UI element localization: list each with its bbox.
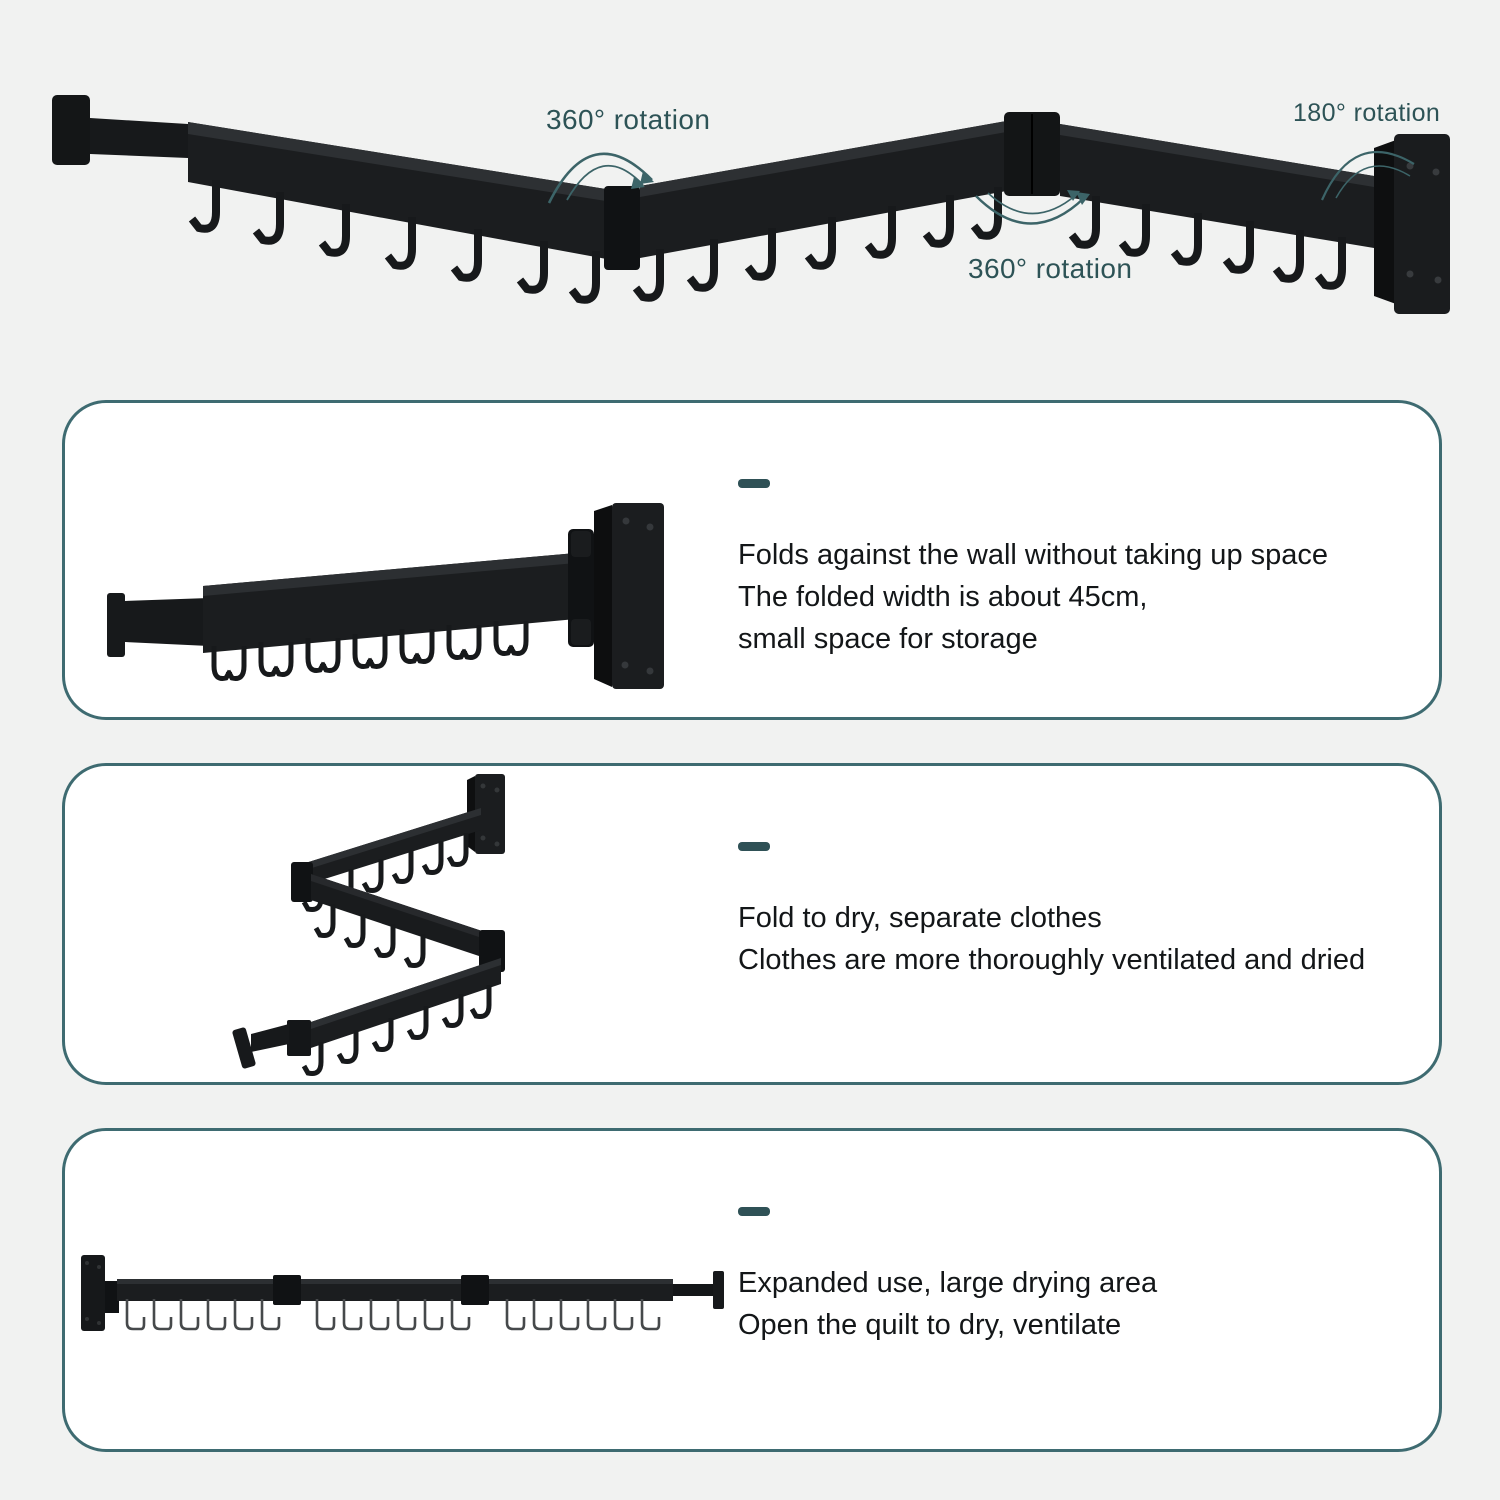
hero-section xyxy=(0,0,1500,390)
feature-line: The folded width is about 45cm, xyxy=(738,581,1148,613)
feature-panel-folded xyxy=(62,400,1442,720)
drying-rack-hero-photo xyxy=(0,0,1500,390)
screw-icon xyxy=(1435,277,1442,284)
rotation-label-left: 360° rotation xyxy=(546,104,711,135)
middle-hinge xyxy=(604,186,640,270)
product-photo-folded xyxy=(71,403,731,717)
screw-icon xyxy=(1433,169,1440,176)
feature-text xyxy=(738,897,1468,981)
feature-line: Clothes are more thoroughly ventilated and dried xyxy=(738,944,1366,976)
hook-icon xyxy=(127,1299,659,1329)
end-cap xyxy=(713,1271,724,1309)
connector xyxy=(461,1275,489,1305)
feature-text xyxy=(738,534,1468,660)
feature-text xyxy=(738,1262,1468,1346)
feature-line: Open the quilt to dry, ventilate xyxy=(738,1309,1122,1341)
accent-dash xyxy=(738,842,770,851)
hinge xyxy=(291,862,313,902)
rotation-label-middle: 360° rotation xyxy=(968,253,1133,284)
accent-dash xyxy=(738,1207,770,1216)
feature-line: Folds against the wall without taking up space xyxy=(738,539,1329,571)
feature-panel-zfold xyxy=(62,763,1442,1085)
wall-mount-plate xyxy=(612,503,664,689)
feature-line: Fold to dry, separate clothes xyxy=(738,902,1102,934)
product-photo-expanded xyxy=(71,1131,761,1449)
feature-line: Expanded use, large drying area xyxy=(738,1267,1158,1299)
wall-mount-plate xyxy=(1394,134,1450,314)
wall-mount-plate xyxy=(81,1255,105,1331)
product-photo-zfold xyxy=(71,766,731,1082)
telescopic-rod xyxy=(90,118,188,158)
connector xyxy=(273,1275,301,1305)
rotation-label-right: 180° rotation xyxy=(1293,99,1441,127)
accent-dash xyxy=(738,479,770,488)
feature-panel-expanded xyxy=(62,1128,1442,1452)
screw-icon xyxy=(1407,271,1414,278)
feature-line: small space for storage xyxy=(738,623,1038,655)
left-end-cap xyxy=(52,95,90,165)
